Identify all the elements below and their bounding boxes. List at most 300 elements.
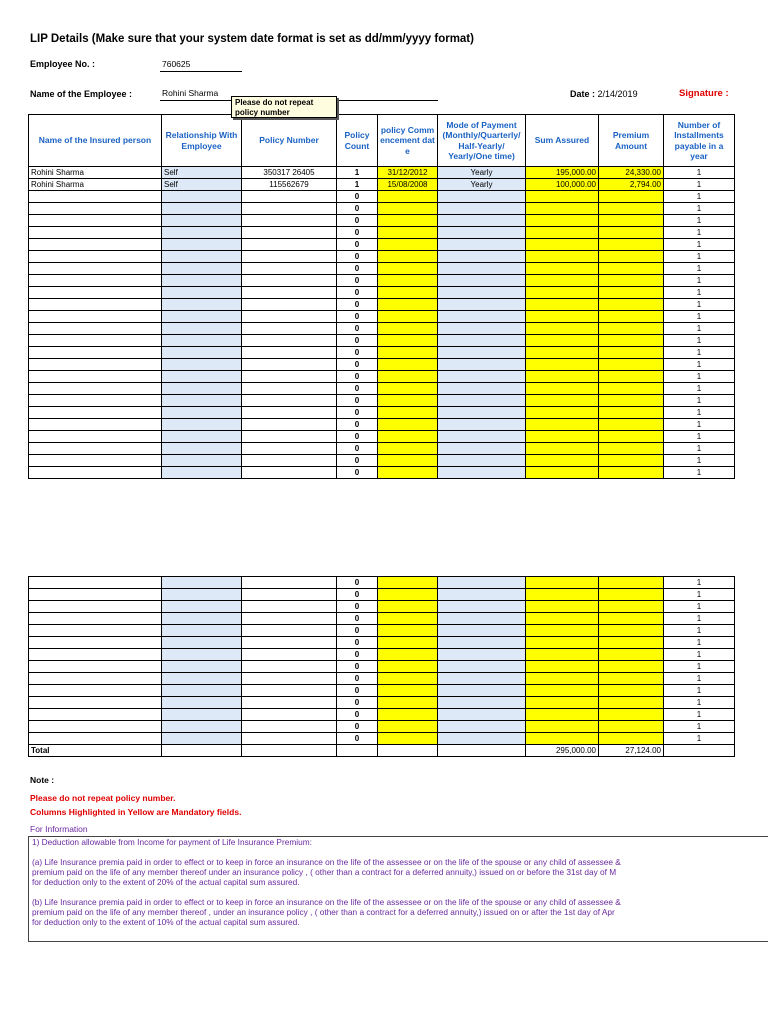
cell-insured-name[interactable] bbox=[29, 323, 162, 335]
cell-payment-mode[interactable] bbox=[438, 613, 526, 625]
cell-commencement-date[interactable] bbox=[378, 685, 438, 697]
cell-policy-count[interactable]: 0 bbox=[337, 673, 378, 685]
cell-policy-count[interactable]: 0 bbox=[337, 275, 378, 287]
cell-installments[interactable]: 1 bbox=[664, 287, 735, 299]
cell-insured-name[interactable] bbox=[29, 721, 162, 733]
cell-payment-mode[interactable] bbox=[438, 419, 526, 431]
cell-policy-count[interactable]: 0 bbox=[337, 709, 378, 721]
cell-payment-mode[interactable] bbox=[438, 215, 526, 227]
cell-relationship[interactable] bbox=[162, 191, 242, 203]
cell-commencement-date[interactable] bbox=[378, 239, 438, 251]
cell-policy-count[interactable]: 1 bbox=[337, 167, 378, 179]
cell-policy-count[interactable]: 0 bbox=[337, 685, 378, 697]
cell-relationship[interactable] bbox=[162, 467, 242, 479]
cell-payment-mode[interactable] bbox=[438, 407, 526, 419]
cell-policy-count[interactable]: 0 bbox=[337, 443, 378, 455]
cell-relationship[interactable] bbox=[162, 287, 242, 299]
cell-premium[interactable] bbox=[599, 203, 664, 215]
cell-premium[interactable] bbox=[599, 697, 664, 709]
cell-sum-assured[interactable] bbox=[526, 697, 599, 709]
cell-sum-assured[interactable] bbox=[526, 419, 599, 431]
cell-commencement-date[interactable] bbox=[378, 311, 438, 323]
cell-policy-number[interactable] bbox=[242, 455, 337, 467]
cell-insured-name[interactable] bbox=[29, 613, 162, 625]
cell-sum-assured[interactable] bbox=[526, 275, 599, 287]
cell-payment-mode[interactable] bbox=[438, 601, 526, 613]
cell-relationship[interactable] bbox=[162, 721, 242, 733]
cell-premium[interactable] bbox=[599, 709, 664, 721]
cell-sum-assured[interactable] bbox=[526, 239, 599, 251]
cell-payment-mode[interactable] bbox=[438, 371, 526, 383]
cell-payment-mode[interactable] bbox=[438, 721, 526, 733]
cell-installments[interactable]: 1 bbox=[664, 649, 735, 661]
cell-commencement-date[interactable] bbox=[378, 383, 438, 395]
cell-relationship[interactable] bbox=[162, 661, 242, 673]
cell-insured-name[interactable] bbox=[29, 203, 162, 215]
cell-relationship[interactable]: Self bbox=[162, 179, 242, 191]
cell-premium[interactable] bbox=[599, 239, 664, 251]
cell-insured-name[interactable] bbox=[29, 733, 162, 745]
cell-payment-mode[interactable] bbox=[438, 637, 526, 649]
cell-premium[interactable] bbox=[599, 467, 664, 479]
cell-policy-number[interactable] bbox=[242, 395, 337, 407]
cell-installments[interactable]: 1 bbox=[664, 467, 735, 479]
cell-installments[interactable]: 1 bbox=[664, 721, 735, 733]
cell-premium[interactable] bbox=[599, 311, 664, 323]
cell-sum-assured[interactable] bbox=[526, 443, 599, 455]
cell-installments[interactable]: 1 bbox=[664, 589, 735, 601]
cell-insured-name[interactable] bbox=[29, 287, 162, 299]
cell-relationship[interactable] bbox=[162, 311, 242, 323]
cell-policy-count[interactable]: 0 bbox=[337, 287, 378, 299]
cell-installments[interactable]: 1 bbox=[664, 661, 735, 673]
cell-payment-mode[interactable] bbox=[438, 661, 526, 673]
cell-relationship[interactable] bbox=[162, 431, 242, 443]
employee-name-value[interactable]: Rohini Sharma bbox=[162, 88, 219, 98]
cell-relationship[interactable] bbox=[162, 263, 242, 275]
cell-payment-mode[interactable] bbox=[438, 443, 526, 455]
cell-sum-assured[interactable] bbox=[526, 589, 599, 601]
cell-installments[interactable]: 1 bbox=[664, 709, 735, 721]
cell-sum-assured[interactable] bbox=[526, 227, 599, 239]
cell-sum-assured[interactable] bbox=[526, 299, 599, 311]
cell-premium[interactable] bbox=[599, 383, 664, 395]
cell-relationship[interactable] bbox=[162, 577, 242, 589]
cell-payment-mode[interactable] bbox=[438, 263, 526, 275]
cell-sum-assured[interactable] bbox=[526, 323, 599, 335]
cell-policy-number[interactable] bbox=[242, 431, 337, 443]
cell-sum-assured[interactable] bbox=[526, 467, 599, 479]
cell-payment-mode[interactable] bbox=[438, 299, 526, 311]
cell-relationship[interactable] bbox=[162, 347, 242, 359]
cell-policy-count[interactable]: 0 bbox=[337, 299, 378, 311]
cell-sum-assured[interactable] bbox=[526, 287, 599, 299]
cell-sum-assured[interactable] bbox=[526, 335, 599, 347]
cell-policy-count[interactable]: 0 bbox=[337, 419, 378, 431]
cell-payment-mode[interactable] bbox=[438, 383, 526, 395]
cell-relationship[interactable] bbox=[162, 203, 242, 215]
cell-policy-count[interactable]: 0 bbox=[337, 347, 378, 359]
cell-premium[interactable] bbox=[599, 661, 664, 673]
cell-sum-assured[interactable] bbox=[526, 407, 599, 419]
cell-installments[interactable]: 1 bbox=[664, 347, 735, 359]
cell-payment-mode[interactable] bbox=[438, 239, 526, 251]
cell-premium[interactable] bbox=[599, 589, 664, 601]
cell-premium[interactable] bbox=[599, 601, 664, 613]
cell-commencement-date[interactable] bbox=[378, 419, 438, 431]
cell-relationship[interactable] bbox=[162, 335, 242, 347]
cell-policy-number[interactable] bbox=[242, 215, 337, 227]
cell-policy-number[interactable] bbox=[242, 239, 337, 251]
cell-policy-count[interactable]: 0 bbox=[337, 601, 378, 613]
cell-installments[interactable]: 1 bbox=[664, 673, 735, 685]
cell-premium[interactable] bbox=[599, 395, 664, 407]
cell-insured-name[interactable] bbox=[29, 383, 162, 395]
cell-insured-name[interactable] bbox=[29, 407, 162, 419]
cell-payment-mode[interactable] bbox=[438, 203, 526, 215]
cell-sum-assured[interactable] bbox=[526, 625, 599, 637]
cell-commencement-date[interactable] bbox=[378, 263, 438, 275]
cell-sum-assured[interactable] bbox=[526, 613, 599, 625]
cell-commencement-date[interactable]: 31/12/2012 bbox=[378, 167, 438, 179]
cell-installments[interactable]: 1 bbox=[664, 419, 735, 431]
cell-policy-count[interactable]: 0 bbox=[337, 649, 378, 661]
cell-commencement-date[interactable] bbox=[378, 335, 438, 347]
cell-commencement-date[interactable] bbox=[378, 359, 438, 371]
cell-installments[interactable]: 1 bbox=[664, 251, 735, 263]
cell-insured-name[interactable] bbox=[29, 601, 162, 613]
cell-policy-count[interactable]: 0 bbox=[337, 577, 378, 589]
employee-no-value[interactable]: 760625 bbox=[162, 59, 191, 69]
cell-policy-number[interactable] bbox=[242, 443, 337, 455]
cell-sum-assured[interactable] bbox=[526, 649, 599, 661]
cell-policy-number[interactable] bbox=[242, 263, 337, 275]
cell-premium[interactable] bbox=[599, 673, 664, 685]
cell-policy-number[interactable] bbox=[242, 419, 337, 431]
cell-payment-mode[interactable] bbox=[438, 359, 526, 371]
cell-installments[interactable]: 1 bbox=[664, 299, 735, 311]
cell-insured-name[interactable] bbox=[29, 299, 162, 311]
cell-policy-number[interactable] bbox=[242, 721, 337, 733]
cell-policy-count[interactable]: 0 bbox=[337, 661, 378, 673]
cell-payment-mode[interactable] bbox=[438, 455, 526, 467]
cell-commencement-date[interactable] bbox=[378, 347, 438, 359]
cell-relationship[interactable] bbox=[162, 251, 242, 263]
cell-insured-name[interactable] bbox=[29, 251, 162, 263]
cell-insured-name[interactable] bbox=[29, 419, 162, 431]
cell-insured-name[interactable] bbox=[29, 191, 162, 203]
cell-policy-number[interactable] bbox=[242, 637, 337, 649]
cell-sum-assured[interactable] bbox=[526, 431, 599, 443]
cell-installments[interactable]: 1 bbox=[664, 335, 735, 347]
cell-insured-name[interactable]: Rohini Sharma bbox=[29, 167, 162, 179]
cell-premium[interactable] bbox=[599, 625, 664, 637]
cell-installments[interactable]: 1 bbox=[664, 625, 735, 637]
cell-policy-number[interactable] bbox=[242, 577, 337, 589]
cell-insured-name[interactable] bbox=[29, 709, 162, 721]
cell-policy-number[interactable] bbox=[242, 407, 337, 419]
cell-commencement-date[interactable] bbox=[378, 431, 438, 443]
cell-policy-number[interactable] bbox=[242, 673, 337, 685]
cell-sum-assured[interactable] bbox=[526, 263, 599, 275]
cell-relationship[interactable] bbox=[162, 275, 242, 287]
cell-premium[interactable] bbox=[599, 287, 664, 299]
cell-policy-number[interactable] bbox=[242, 311, 337, 323]
cell-relationship[interactable] bbox=[162, 589, 242, 601]
cell-commencement-date[interactable]: 15/08/2008 bbox=[378, 179, 438, 191]
cell-installments[interactable]: 1 bbox=[664, 697, 735, 709]
cell-relationship[interactable] bbox=[162, 613, 242, 625]
cell-insured-name[interactable] bbox=[29, 661, 162, 673]
cell-insured-name[interactable] bbox=[29, 649, 162, 661]
cell-sum-assured[interactable]: 100,000.00 bbox=[526, 179, 599, 191]
cell-relationship[interactable] bbox=[162, 407, 242, 419]
cell-commencement-date[interactable] bbox=[378, 625, 438, 637]
cell-relationship[interactable] bbox=[162, 685, 242, 697]
cell-commencement-date[interactable] bbox=[378, 275, 438, 287]
cell-relationship[interactable]: Self bbox=[162, 167, 242, 179]
cell-policy-number[interactable] bbox=[242, 697, 337, 709]
cell-premium[interactable]: 2,794.00 bbox=[599, 179, 664, 191]
cell-relationship[interactable] bbox=[162, 239, 242, 251]
cell-premium[interactable] bbox=[599, 455, 664, 467]
cell-premium[interactable]: 24,330.00 bbox=[599, 167, 664, 179]
cell-relationship[interactable] bbox=[162, 649, 242, 661]
cell-insured-name[interactable] bbox=[29, 467, 162, 479]
cell-installments[interactable]: 1 bbox=[664, 311, 735, 323]
cell-relationship[interactable] bbox=[162, 443, 242, 455]
cell-installments[interactable]: 1 bbox=[664, 203, 735, 215]
cell-relationship[interactable] bbox=[162, 709, 242, 721]
cell-commencement-date[interactable] bbox=[378, 455, 438, 467]
cell-installments[interactable]: 1 bbox=[664, 613, 735, 625]
cell-installments[interactable]: 1 bbox=[664, 227, 735, 239]
cell-premium[interactable] bbox=[599, 335, 664, 347]
cell-premium[interactable] bbox=[599, 721, 664, 733]
cell-payment-mode[interactable] bbox=[438, 673, 526, 685]
cell-sum-assured[interactable] bbox=[526, 383, 599, 395]
cell-premium[interactable] bbox=[599, 431, 664, 443]
cell-policy-count[interactable]: 0 bbox=[337, 697, 378, 709]
cell-policy-count[interactable]: 0 bbox=[337, 467, 378, 479]
cell-policy-count[interactable]: 0 bbox=[337, 323, 378, 335]
cell-relationship[interactable] bbox=[162, 299, 242, 311]
cell-policy-number[interactable] bbox=[242, 601, 337, 613]
cell-premium[interactable] bbox=[599, 649, 664, 661]
cell-commencement-date[interactable] bbox=[378, 601, 438, 613]
cell-policy-count[interactable]: 0 bbox=[337, 613, 378, 625]
cell-payment-mode[interactable]: Yearly bbox=[438, 167, 526, 179]
cell-payment-mode[interactable] bbox=[438, 227, 526, 239]
cell-commencement-date[interactable] bbox=[378, 323, 438, 335]
cell-premium[interactable] bbox=[599, 613, 664, 625]
cell-payment-mode[interactable] bbox=[438, 467, 526, 479]
cell-relationship[interactable] bbox=[162, 371, 242, 383]
cell-policy-count[interactable]: 0 bbox=[337, 239, 378, 251]
cell-policy-count[interactable]: 0 bbox=[337, 263, 378, 275]
cell-sum-assured[interactable] bbox=[526, 577, 599, 589]
cell-premium[interactable] bbox=[599, 323, 664, 335]
cell-sum-assured[interactable] bbox=[526, 661, 599, 673]
cell-installments[interactable]: 1 bbox=[664, 215, 735, 227]
cell-relationship[interactable] bbox=[162, 697, 242, 709]
cell-commencement-date[interactable] bbox=[378, 721, 438, 733]
cell-insured-name[interactable] bbox=[29, 395, 162, 407]
cell-sum-assured[interactable] bbox=[526, 455, 599, 467]
cell-sum-assured[interactable] bbox=[526, 203, 599, 215]
cell-policy-number[interactable] bbox=[242, 589, 337, 601]
cell-policy-number[interactable] bbox=[242, 251, 337, 263]
cell-installments[interactable]: 1 bbox=[664, 239, 735, 251]
cell-commencement-date[interactable] bbox=[378, 613, 438, 625]
cell-policy-number[interactable] bbox=[242, 649, 337, 661]
cell-commencement-date[interactable] bbox=[378, 661, 438, 673]
cell-payment-mode[interactable] bbox=[438, 431, 526, 443]
cell-commencement-date[interactable] bbox=[378, 215, 438, 227]
cell-commencement-date[interactable] bbox=[378, 467, 438, 479]
cell-sum-assured[interactable] bbox=[526, 347, 599, 359]
cell-payment-mode[interactable] bbox=[438, 311, 526, 323]
cell-commencement-date[interactable] bbox=[378, 395, 438, 407]
cell-payment-mode[interactable] bbox=[438, 625, 526, 637]
cell-policy-count[interactable]: 0 bbox=[337, 227, 378, 239]
cell-policy-count[interactable]: 0 bbox=[337, 395, 378, 407]
cell-insured-name[interactable]: Rohini Sharma bbox=[29, 179, 162, 191]
cell-policy-count[interactable]: 0 bbox=[337, 383, 378, 395]
cell-commencement-date[interactable] bbox=[378, 191, 438, 203]
cell-premium[interactable] bbox=[599, 371, 664, 383]
cell-policy-count[interactable]: 0 bbox=[337, 589, 378, 601]
cell-relationship[interactable] bbox=[162, 323, 242, 335]
cell-relationship[interactable] bbox=[162, 419, 242, 431]
cell-commencement-date[interactable] bbox=[378, 649, 438, 661]
cell-policy-number[interactable] bbox=[242, 275, 337, 287]
cell-premium[interactable] bbox=[599, 359, 664, 371]
cell-premium[interactable] bbox=[599, 577, 664, 589]
cell-commencement-date[interactable] bbox=[378, 733, 438, 745]
cell-policy-number[interactable] bbox=[242, 467, 337, 479]
cell-policy-number[interactable] bbox=[242, 685, 337, 697]
cell-policy-count[interactable]: 0 bbox=[337, 215, 378, 227]
cell-policy-number[interactable] bbox=[242, 335, 337, 347]
cell-sum-assured[interactable] bbox=[526, 251, 599, 263]
cell-payment-mode[interactable] bbox=[438, 275, 526, 287]
cell-sum-assured[interactable] bbox=[526, 311, 599, 323]
cell-sum-assured[interactable] bbox=[526, 721, 599, 733]
cell-policy-count[interactable]: 0 bbox=[337, 251, 378, 263]
cell-premium[interactable] bbox=[599, 299, 664, 311]
cell-insured-name[interactable] bbox=[29, 637, 162, 649]
cell-insured-name[interactable] bbox=[29, 239, 162, 251]
cell-policy-count[interactable]: 0 bbox=[337, 637, 378, 649]
cell-policy-count[interactable]: 0 bbox=[337, 455, 378, 467]
cell-installments[interactable]: 1 bbox=[664, 167, 735, 179]
cell-policy-number[interactable] bbox=[242, 323, 337, 335]
cell-payment-mode[interactable] bbox=[438, 649, 526, 661]
cell-installments[interactable]: 1 bbox=[664, 431, 735, 443]
cell-commencement-date[interactable] bbox=[378, 203, 438, 215]
cell-sum-assured[interactable] bbox=[526, 371, 599, 383]
cell-policy-number[interactable] bbox=[242, 625, 337, 637]
cell-commencement-date[interactable] bbox=[378, 299, 438, 311]
cell-sum-assured[interactable] bbox=[526, 673, 599, 685]
cell-sum-assured[interactable] bbox=[526, 733, 599, 745]
cell-premium[interactable] bbox=[599, 733, 664, 745]
cell-commencement-date[interactable] bbox=[378, 637, 438, 649]
cell-premium[interactable] bbox=[599, 407, 664, 419]
cell-insured-name[interactable] bbox=[29, 443, 162, 455]
cell-relationship[interactable] bbox=[162, 359, 242, 371]
cell-payment-mode[interactable] bbox=[438, 347, 526, 359]
cell-payment-mode[interactable] bbox=[438, 577, 526, 589]
cell-policy-number[interactable]: 350317 26405 bbox=[242, 167, 337, 179]
cell-premium[interactable] bbox=[599, 215, 664, 227]
cell-policy-number[interactable]: 115562679 bbox=[242, 179, 337, 191]
cell-policy-count[interactable]: 0 bbox=[337, 407, 378, 419]
cell-insured-name[interactable] bbox=[29, 371, 162, 383]
cell-relationship[interactable] bbox=[162, 383, 242, 395]
cell-premium[interactable] bbox=[599, 347, 664, 359]
cell-insured-name[interactable] bbox=[29, 697, 162, 709]
cell-sum-assured[interactable] bbox=[526, 709, 599, 721]
cell-policy-number[interactable] bbox=[242, 287, 337, 299]
cell-policy-count[interactable]: 0 bbox=[337, 203, 378, 215]
cell-commencement-date[interactable] bbox=[378, 407, 438, 419]
cell-policy-count[interactable]: 0 bbox=[337, 191, 378, 203]
cell-payment-mode[interactable] bbox=[438, 685, 526, 697]
cell-insured-name[interactable] bbox=[29, 625, 162, 637]
cell-premium[interactable] bbox=[599, 637, 664, 649]
cell-insured-name[interactable] bbox=[29, 359, 162, 371]
cell-policy-number[interactable] bbox=[242, 299, 337, 311]
cell-payment-mode[interactable] bbox=[438, 395, 526, 407]
cell-premium[interactable] bbox=[599, 275, 664, 287]
cell-policy-count[interactable]: 0 bbox=[337, 335, 378, 347]
cell-commencement-date[interactable] bbox=[378, 673, 438, 685]
cell-insured-name[interactable] bbox=[29, 589, 162, 601]
cell-policy-count[interactable]: 0 bbox=[337, 431, 378, 443]
cell-premium[interactable] bbox=[599, 227, 664, 239]
cell-installments[interactable]: 1 bbox=[664, 395, 735, 407]
cell-installments[interactable]: 1 bbox=[664, 263, 735, 275]
cell-insured-name[interactable] bbox=[29, 335, 162, 347]
cell-payment-mode[interactable] bbox=[438, 709, 526, 721]
cell-installments[interactable]: 1 bbox=[664, 443, 735, 455]
cell-installments[interactable]: 1 bbox=[664, 179, 735, 191]
cell-payment-mode[interactable] bbox=[438, 697, 526, 709]
cell-policy-number[interactable] bbox=[242, 613, 337, 625]
cell-sum-assured[interactable] bbox=[526, 191, 599, 203]
cell-installments[interactable]: 1 bbox=[664, 371, 735, 383]
cell-policy-count[interactable]: 0 bbox=[337, 311, 378, 323]
cell-installments[interactable]: 1 bbox=[664, 601, 735, 613]
cell-insured-name[interactable] bbox=[29, 577, 162, 589]
cell-premium[interactable] bbox=[599, 443, 664, 455]
cell-installments[interactable]: 1 bbox=[664, 275, 735, 287]
cell-insured-name[interactable] bbox=[29, 227, 162, 239]
cell-sum-assured[interactable]: 195,000.00 bbox=[526, 167, 599, 179]
cell-insured-name[interactable] bbox=[29, 311, 162, 323]
cell-installments[interactable]: 1 bbox=[664, 733, 735, 745]
cell-sum-assured[interactable] bbox=[526, 601, 599, 613]
cell-policy-number[interactable] bbox=[242, 191, 337, 203]
cell-sum-assured[interactable] bbox=[526, 685, 599, 697]
cell-payment-mode[interactable] bbox=[438, 335, 526, 347]
cell-policy-number[interactable] bbox=[242, 383, 337, 395]
cell-premium[interactable] bbox=[599, 191, 664, 203]
cell-relationship[interactable] bbox=[162, 733, 242, 745]
cell-insured-name[interactable] bbox=[29, 275, 162, 287]
